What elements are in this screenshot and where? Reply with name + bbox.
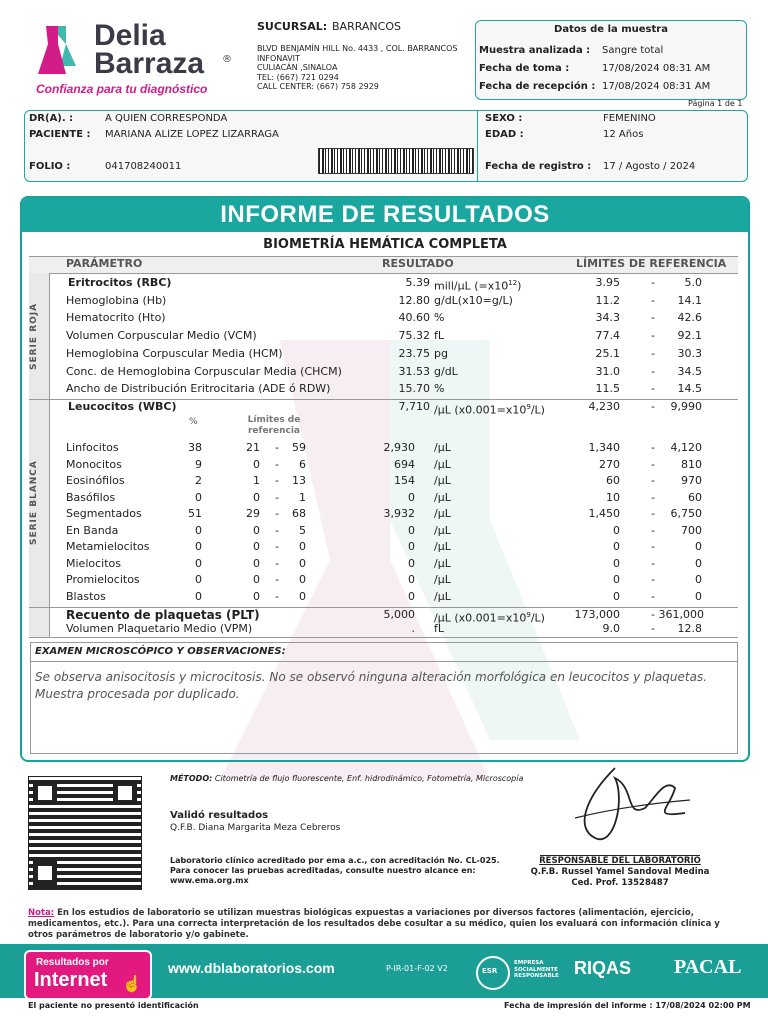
param-name: Hemoglobina Corpuscular Media (HCM)	[66, 346, 283, 360]
branch-address	[257, 44, 458, 92]
ref-high: 0	[695, 556, 702, 570]
param-percent: 0	[195, 540, 202, 553]
ref-sep: -	[651, 523, 655, 537]
param-result: 0	[408, 573, 415, 586]
ref-sep: -	[651, 382, 655, 396]
pct-ref-low: 0	[253, 523, 260, 537]
ref-sep: - 361,000	[651, 608, 704, 621]
param-unit: g/dL	[434, 364, 458, 378]
address-line: INFONAVIT	[257, 53, 300, 63]
pct-ref-low: 0	[253, 490, 260, 504]
ref-high: 810	[681, 457, 702, 471]
param-name: Ancho de Distribución Eritrocitaria (ADE ó RDW)	[66, 382, 331, 396]
unit-end: )	[517, 279, 522, 293]
pct-ref-low: 29	[246, 507, 260, 520]
pct-ref-high: 0	[299, 556, 306, 570]
accreditation-text	[170, 856, 500, 886]
white-series-label: SERIE BLANCA	[29, 460, 39, 546]
param-result: 0	[408, 523, 415, 537]
param-result: 12.80	[398, 293, 430, 307]
param-unit: %	[434, 311, 445, 325]
sample-received-value: 17/08/2024 08:31 AM	[602, 81, 711, 92]
observations-title: EXAMEN MICROSCÓPICO Y OBSERVACIONES:	[35, 646, 286, 657]
address-line: CALL CENTER: (667) 758 2929	[257, 82, 379, 91]
ref-high: 0	[695, 573, 702, 586]
unit-sup: 12	[508, 279, 518, 287]
param-name: Volumen Plaquetario Medio (VPM)	[66, 622, 253, 635]
ref-sep: -	[651, 311, 655, 325]
red-series-band	[29, 273, 50, 399]
param-unit: pg	[434, 346, 448, 360]
sample-taken-value: 17/08/2024 08:31 AM	[602, 63, 711, 74]
param-unit: /µL	[434, 507, 451, 520]
page-number: Página 1 de 1	[688, 99, 743, 108]
qr-finder	[33, 781, 57, 805]
age-value: 12 Años	[603, 129, 644, 140]
logo-name-line1: Delia	[94, 19, 166, 52]
pct-ref-high: 59	[292, 441, 306, 454]
esr-line: RESPONSABLE	[514, 973, 559, 979]
registered-mark: ®	[222, 54, 232, 65]
doctor-label: DR(A). :	[29, 113, 74, 124]
method-line	[170, 774, 523, 783]
param-unit: /µL	[434, 490, 451, 504]
folio-barcode	[318, 148, 474, 174]
pct-ref-high: 6	[299, 457, 306, 471]
riqas-logo: RIQAS	[574, 958, 632, 978]
address-line: BLVD BENJAMÍN HILL No. 4433 , COL. BARRANCOS	[257, 44, 458, 53]
param-result: 154	[394, 474, 415, 487]
col-ref-header: LÍMITES DE REFERENCIA	[576, 257, 727, 270]
param-name: Promielocitos	[66, 573, 140, 586]
param-unit: fL	[434, 329, 445, 343]
ref-sep: -	[651, 490, 655, 504]
folio-label: FOLIO :	[29, 161, 71, 172]
ref-high: 14.5	[677, 382, 702, 396]
esr-line: EMPRESA	[514, 960, 544, 966]
limits-header-line: referencia	[247, 426, 300, 436]
param-percent: 2	[195, 474, 202, 487]
param-name: Mielocitos	[66, 556, 121, 570]
unit-text: /µL (x0.001=x10	[434, 611, 527, 625]
sample-received-label: Fecha de recepción :	[479, 81, 596, 92]
ref-low: 0	[613, 540, 620, 553]
esr-text	[514, 960, 559, 980]
param-unit: %	[434, 382, 445, 396]
pct-ref-sep: -	[275, 589, 279, 603]
ref-sep: -	[651, 474, 655, 487]
ref-high: 12.8	[677, 622, 702, 635]
ref-sep: -	[651, 441, 655, 454]
responsible-license: Ced. Prof. 13528487	[571, 878, 669, 888]
registry-label: Fecha de registro :	[485, 161, 592, 172]
pct-ref-sep: -	[275, 523, 279, 537]
param-name: En Banda	[66, 523, 119, 537]
unit-text: mill/µL (=x10	[434, 279, 509, 293]
param-unit: /µL	[434, 441, 451, 454]
pct-ref-sep: -	[275, 457, 279, 471]
qr-finder	[113, 781, 137, 805]
ref-low: 0	[613, 589, 620, 603]
age-label: EDAD :	[485, 129, 524, 140]
esr-line: SOCIALMENTE	[514, 966, 558, 973]
pct-ref-sep: -	[275, 507, 279, 520]
param-unit: /µL	[434, 523, 451, 537]
param-percent: 38	[188, 441, 202, 454]
param-name: Conc. de Hemoglobina Corpuscular Media (CHCM)	[66, 364, 342, 378]
esr-logo	[476, 956, 510, 990]
ref-high: 42.6	[677, 311, 702, 325]
param-result: 75.32	[398, 329, 430, 343]
ref-sep: -	[651, 507, 655, 520]
accreditation-line: Para conocer las pruebas acreditadas, consulte nuestro alcance en:	[170, 866, 476, 875]
param-name: Volumen Corpuscular Medio (VCM)	[66, 329, 257, 343]
param-unit: /µL	[434, 556, 451, 570]
report-banner: INFORME DE RESULTADOS	[22, 198, 748, 232]
white-series-band	[29, 399, 50, 607]
ref-high: 0	[695, 540, 702, 553]
ref-sep: -	[651, 589, 655, 603]
pct-header: %	[189, 417, 198, 427]
param-result: 3,932	[383, 507, 415, 520]
ref-sep: -	[651, 622, 655, 635]
pct-ref-high: 5	[299, 523, 306, 537]
ref-low: 0	[613, 523, 620, 537]
param-unit: g/dL(x10=g/L)	[434, 293, 513, 307]
ref-low: 60	[606, 474, 620, 487]
unit-text: fL	[434, 622, 445, 635]
patient-label: PACIENTE :	[29, 129, 91, 140]
param-percent: 0	[195, 556, 202, 570]
method-value: Citometría de flujo fluorescente, Enf. hidrodinámico, Fotometría, Microscopía	[214, 774, 524, 783]
sample-title: Datos de la muestra	[554, 24, 668, 35]
param-unit: /µL	[434, 474, 451, 487]
patient-box-divider	[477, 111, 478, 181]
pct-ref-sep: -	[275, 573, 279, 586]
param-name: Metamielocitos	[66, 540, 150, 553]
validation-name: Q.F.B. Diana Margarita Meza Cebreros	[170, 823, 341, 833]
param-result: 694	[394, 457, 415, 471]
param-result: 40.60	[398, 311, 430, 325]
esr-badge: ESR	[482, 967, 498, 975]
param-name: Eosinófilos	[66, 474, 125, 487]
responsible-block	[520, 856, 720, 889]
ref-high: 0	[695, 589, 702, 603]
pct-ref-low: 0	[253, 589, 260, 603]
ref-low: 0	[613, 556, 620, 570]
pct-ref-sep: -	[275, 490, 279, 504]
ref-low: 11.5	[595, 382, 620, 396]
observation-line: Se observa anisocitosis y microcitosis. No se observó ninguna alteración morfológica en leucocitos y plaquetas.	[35, 670, 708, 684]
ref-sep: -	[651, 573, 655, 586]
ref-low: 0	[613, 573, 620, 586]
ref-high: 92.1	[677, 329, 702, 343]
param-result: 0	[408, 589, 415, 603]
pct-ref-sep: -	[275, 441, 279, 454]
ref-sep: -	[651, 457, 655, 471]
param-name: Hemoglobina (Hb)	[66, 293, 167, 307]
ref-low: 11.2	[595, 293, 620, 307]
ref-high: 5.0	[684, 276, 702, 289]
logo-name-line2: Barraza	[94, 47, 205, 80]
disclaimer-note	[28, 908, 740, 941]
pacal-logo: PACAL	[674, 956, 742, 978]
pct-ref-low: 0	[253, 573, 260, 586]
observation-line: Muestra procesada por duplicado.	[35, 687, 240, 701]
accreditation-line: www.ema.org.mx	[170, 876, 249, 885]
wbc-ref-sep: -	[651, 400, 655, 413]
print-date: Fecha de impresión del informe : 17/08/2024 02:00 PM	[504, 1001, 751, 1010]
param-percent: 51	[188, 507, 202, 520]
ref-low: 31.0	[595, 364, 620, 378]
registry-value: 17 / Agosto / 2024	[603, 161, 696, 172]
sex-label: SEXO :	[485, 113, 523, 124]
btn-line2: Internet	[34, 969, 108, 991]
param-name: Basófilos	[66, 490, 116, 504]
ref-sep: -	[651, 364, 655, 378]
limits-header-line: Límites de	[247, 415, 301, 425]
folio-value: 041708240011	[105, 161, 182, 172]
ref-low: 25.1	[595, 346, 620, 360]
flask-icon	[36, 22, 92, 78]
responsible-title: RESPONSABLE DEL LABORATORIO	[539, 856, 701, 866]
param-unit	[434, 608, 545, 626]
sex-value: FEMENINO	[603, 113, 656, 124]
param-result: .	[411, 622, 415, 635]
sample-analyzed-label: Muestra analizada :	[479, 45, 591, 56]
pct-ref-high: 1	[299, 490, 306, 504]
ref-high: 4,120	[670, 441, 702, 454]
col-result-header: RESULTADO	[382, 257, 454, 270]
method-label: MÉTODO:	[170, 774, 213, 783]
pct-ref-low: 0	[253, 457, 260, 471]
company-logo	[36, 20, 236, 100]
validation-label: Validó resultados	[170, 810, 269, 821]
param-percent: 0	[195, 589, 202, 603]
section-divider	[29, 637, 738, 638]
param-result: 5.39	[405, 276, 430, 289]
param-result: 5,000	[383, 608, 415, 621]
report-subtitle: BIOMETRÍA HEMÁTICA COMPLETA	[263, 237, 507, 252]
param-percent: 0	[195, 490, 202, 504]
param-result: 23.75	[398, 346, 430, 360]
param-name: Monocitos	[66, 457, 122, 471]
sample-data-box	[475, 20, 747, 100]
param-percent: 9	[195, 457, 202, 471]
ref-sep: -	[651, 329, 655, 343]
accreditation-line: Laboratorio clínico acreditado por ema a.c., con acreditación No. CL-025.	[170, 856, 500, 865]
pct-ref-low: 1	[253, 474, 260, 487]
unit-end: /L)	[530, 611, 545, 625]
ref-high: 14.1	[677, 293, 702, 307]
wbc-name: Leucocitos (WBC)	[68, 400, 177, 413]
platelet-band	[29, 607, 50, 637]
ref-sep: -	[651, 293, 655, 307]
param-result: 31.53	[398, 364, 430, 378]
sample-analyzed-value: Sangre total	[602, 45, 664, 56]
cursor-hand-icon: ☝	[122, 976, 142, 993]
sample-taken-label: Fecha de toma :	[479, 63, 570, 74]
param-result: 0	[408, 490, 415, 504]
qr-code[interactable]	[28, 776, 142, 890]
param-unit	[434, 276, 521, 294]
col-param-header: PARÁMETRO	[66, 257, 143, 270]
param-name: Segmentados	[66, 507, 142, 520]
pct-ref-high: 0	[299, 573, 306, 586]
param-result: 15.70	[398, 382, 430, 396]
unit-text: /µL (x0.001=x10	[434, 403, 527, 417]
ref-low: 9.0	[602, 622, 620, 635]
unit-end: /L)	[530, 403, 545, 417]
param-result: 0	[408, 540, 415, 553]
param-name: Linfocitos	[66, 441, 119, 454]
ref-low: 1,340	[588, 441, 620, 454]
ref-low: 77.4	[595, 329, 620, 343]
pct-ref-high: 0	[299, 589, 306, 603]
param-percent: 0	[195, 523, 202, 537]
ref-low: 3.95	[595, 276, 620, 289]
param-result: 2,930	[383, 441, 415, 454]
ref-low: 10	[606, 490, 620, 504]
results-online-button[interactable]	[24, 950, 152, 1000]
ref-high: 34.5	[677, 364, 702, 378]
ref-low: 34.3	[595, 311, 620, 325]
observations-box	[30, 642, 738, 754]
pct-ref-high: 13	[292, 474, 306, 487]
signature-image	[555, 758, 695, 854]
ref-low: 270	[599, 457, 620, 471]
wbc-ref-low: 4,230	[588, 400, 620, 413]
ref-high: 700	[681, 523, 702, 537]
param-name: Hematocrito (Hto)	[66, 311, 166, 325]
ref-high: 60	[688, 490, 702, 504]
ref-high: 970	[681, 474, 702, 487]
qr-finder	[33, 861, 57, 885]
param-unit	[434, 622, 444, 636]
pct-ref-sep: -	[275, 474, 279, 487]
pct-ref-low: 21	[246, 441, 260, 454]
ref-low: 173,000	[574, 608, 620, 621]
btn-line1: Resultados por	[36, 957, 109, 968]
param-percent: 0	[195, 573, 202, 586]
param-name: Blastos	[66, 589, 106, 603]
identification-note: El paciente no presentó identificación	[28, 1001, 199, 1010]
wbc-unit	[434, 400, 545, 418]
pct-ref-high: 0	[299, 540, 306, 553]
red-series-label: SERIE ROJA	[29, 302, 39, 370]
param-unit: /µL	[434, 573, 451, 586]
ref-sep: -	[651, 346, 655, 360]
observations-text	[35, 669, 735, 703]
limits-header	[238, 415, 310, 437]
pct-ref-sep: -	[275, 540, 279, 553]
param-result: 0	[408, 556, 415, 570]
note-text: En los estudios de laboratorio se utilizan muestras biológicas expuestas a variaciones por diversos factores (alimentación, ejercicio, medicamentos, etc.). Para una correcta interpretación de los resultados debe cosultar a su médico, quien los evaluará con información clínica y otros parámetros de laboratorio y/o gabinete.	[28, 908, 720, 940]
patient-value: MARIANA ALIZE LOPEZ LIZARRAGA	[105, 129, 279, 140]
pct-ref-low: 0	[253, 556, 260, 570]
unit-sup: 9	[526, 403, 531, 411]
param-name: Recuento de plaquetas (PLT)	[66, 608, 260, 622]
sucursal-label: SUCURSAL:	[257, 20, 328, 33]
ref-high: 30.3	[677, 346, 702, 360]
param-unit: /µL	[434, 457, 451, 471]
ref-high: 6,750	[670, 507, 702, 520]
pct-ref-low: 0	[253, 540, 260, 553]
website-link[interactable]: www.dblaboratorios.com	[168, 960, 335, 976]
wbc-result: 7,710	[398, 400, 430, 413]
param-name: Eritrocitos (RBC)	[68, 276, 172, 289]
pct-ref-sep: -	[275, 556, 279, 570]
address-line: TEL: (667) 721 0294	[257, 72, 339, 82]
unit-sup: 9	[526, 611, 531, 619]
param-unit: /µL	[434, 540, 451, 553]
address-line: CULIACÁN ,SINALOA	[257, 63, 338, 72]
ref-sep: -	[651, 276, 655, 289]
ref-sep: -	[651, 556, 655, 570]
ref-low: 1,450	[588, 507, 620, 520]
responsible-name: Q.F.B. Russel Yamel Sandoval Medina	[530, 867, 710, 877]
logo-tagline: Confianza para tu diagnóstico	[36, 82, 208, 96]
ref-sep: -	[651, 540, 655, 553]
note-label: Nota:	[28, 908, 55, 918]
pct-ref-high: 68	[292, 507, 306, 520]
doctor-value: A QUIEN CORRESPONDA	[105, 113, 228, 124]
param-unit: /µL	[434, 589, 451, 603]
sucursal-value: BARRANCOS	[332, 20, 401, 33]
document-code: P-IR-01-F-02 V2	[386, 964, 448, 973]
wbc-ref-high: 9,990	[670, 400, 702, 413]
